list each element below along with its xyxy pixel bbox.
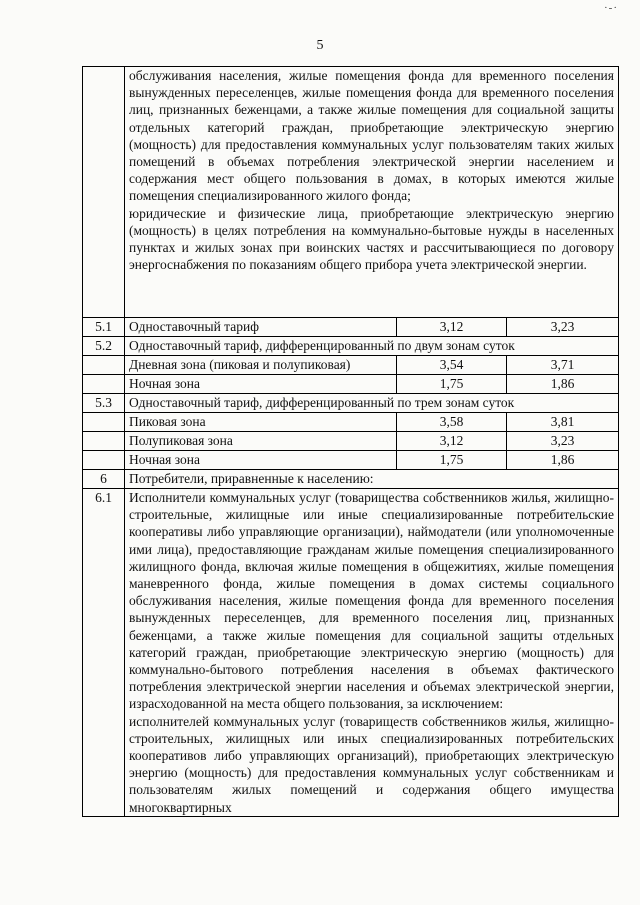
tariff-value-v2: 3,71 <box>507 356 619 375</box>
tariff-value-v1: 3,12 <box>397 432 507 451</box>
scan-mark: ·-· <box>604 2 618 14</box>
tariff-label: Одноставочный тариф, дифференцированный по трем зонам суток <box>125 394 619 413</box>
paragraph: Исполнители коммунальных услуг (товарищества собственников жилья, жилищно-строительные, жилищные или иные специализированные потребительские кооперативы либо управляющие организации), наймодатели (или уполномоченные ими лица), предоставляющие гражданам жилые помещения специализированного жилищного фонда, включая жилые помещения в общежитиях, жилые помещения маневренного фонда, жилые помещения в домах системы социального обслуживания населения, жилые помещения фонда для временного поселения вынужденных переселенцев, для временного поселения лиц, признанных беженцами, а также жилые помещения для социальной защиты отдельных категорий граждан, приобретающие электрическую энергию (мощность) для коммунально-бытового потребления населения в объемах фактического потребления электрической энергии населения и объемах электрической энергии, израсходованной на места общего пользования, за исключением: <box>129 490 614 712</box>
row-number <box>83 67 125 318</box>
section-text-cell <box>125 489 619 817</box>
table-row <box>83 413 619 432</box>
row-number <box>83 375 125 394</box>
tariff-label: Ночная зона <box>125 375 397 394</box>
table-row <box>83 318 619 337</box>
row-number <box>83 451 125 470</box>
tariff-label: Потребители, приравненные к населению: <box>125 470 619 489</box>
tariff-value-v1: 1,75 <box>397 375 507 394</box>
paragraph: юридические и физические лица, приобретающие электрическую энергию (мощность) в целях потребления на коммунально-бытовые нужды в населенных пунктах и жилых зонах при воинских частях и рассчитывающиеся по договору энергоснабжения по показаниям общего прибора учета электрической энергии. <box>129 205 614 273</box>
row-number: 5.2 <box>83 337 125 356</box>
row-number: 6 <box>83 470 125 489</box>
tariff-value-v2: 3,23 <box>507 432 619 451</box>
paragraph: исполнителей коммунальных услуг (товариществ собственников жилья, жилищно-строительных, жилищных или иных специализированных потребительских кооперативов либо управляющих организаций), приобретающих электрическую энергию (мощность) для предоставления коммунальных услуг собственникам и пользователям жилых помещений и содержания общего имущества многоквартирных <box>129 713 614 815</box>
table-row <box>83 337 619 356</box>
table-row <box>83 451 619 470</box>
tariff-value-v1: 1,75 <box>397 451 507 470</box>
table-row-continuation <box>83 67 619 318</box>
tariff-value-v2: 1,86 <box>507 375 619 394</box>
tariff-label: Ночная зона <box>125 451 397 470</box>
tariff-label: Дневная зона (пиковая и полупиковая) <box>125 356 397 375</box>
table-row <box>83 470 619 489</box>
tariff-label: Одноставочный тариф <box>125 318 397 337</box>
tariff-label: Пиковая зона <box>125 413 397 432</box>
tariff-value-v2: 3,23 <box>507 318 619 337</box>
row-number: 5.1 <box>83 318 125 337</box>
row-number: 6.1 <box>83 489 125 817</box>
row-number <box>83 413 125 432</box>
table-row <box>83 356 619 375</box>
table-row <box>83 432 619 451</box>
tariff-table <box>82 66 619 817</box>
row-number <box>83 432 125 451</box>
tariff-value-v1: 3,58 <box>397 413 507 432</box>
tariff-label: Одноставочный тариф, дифференцированный по двум зонам суток <box>125 337 619 356</box>
table-row <box>83 375 619 394</box>
paragraph: обслуживания населения, жилые помещения фонда для временного поселения вынужденных переселенцев, жилые помещения фонда для временного поселения лиц, признанных беженцами, а также жилые помещения для социальной защиты отдельных категорий граждан, приобретающие электрическую энергию (мощность) для предоставления коммунальных услуг пользователям таких жилых помещений в объемах потребления электрической энергии населением и содержания мест общего пользования в домах, в которых имеются жилые помещения специализированного жилого фонда; <box>129 68 614 204</box>
page-number: 5 <box>316 38 324 53</box>
table-row-section-6-1 <box>83 489 619 817</box>
tariff-value-v1: 3,54 <box>397 356 507 375</box>
tariff-value-v1: 3,12 <box>397 318 507 337</box>
tariff-value-v2: 1,86 <box>507 451 619 470</box>
row-number <box>83 356 125 375</box>
table-row <box>83 394 619 413</box>
tariff-value-v2: 3,81 <box>507 413 619 432</box>
continuation-text-cell <box>125 67 619 318</box>
tariff-label: Полупиковая зона <box>125 432 397 451</box>
row-number: 5.3 <box>83 394 125 413</box>
